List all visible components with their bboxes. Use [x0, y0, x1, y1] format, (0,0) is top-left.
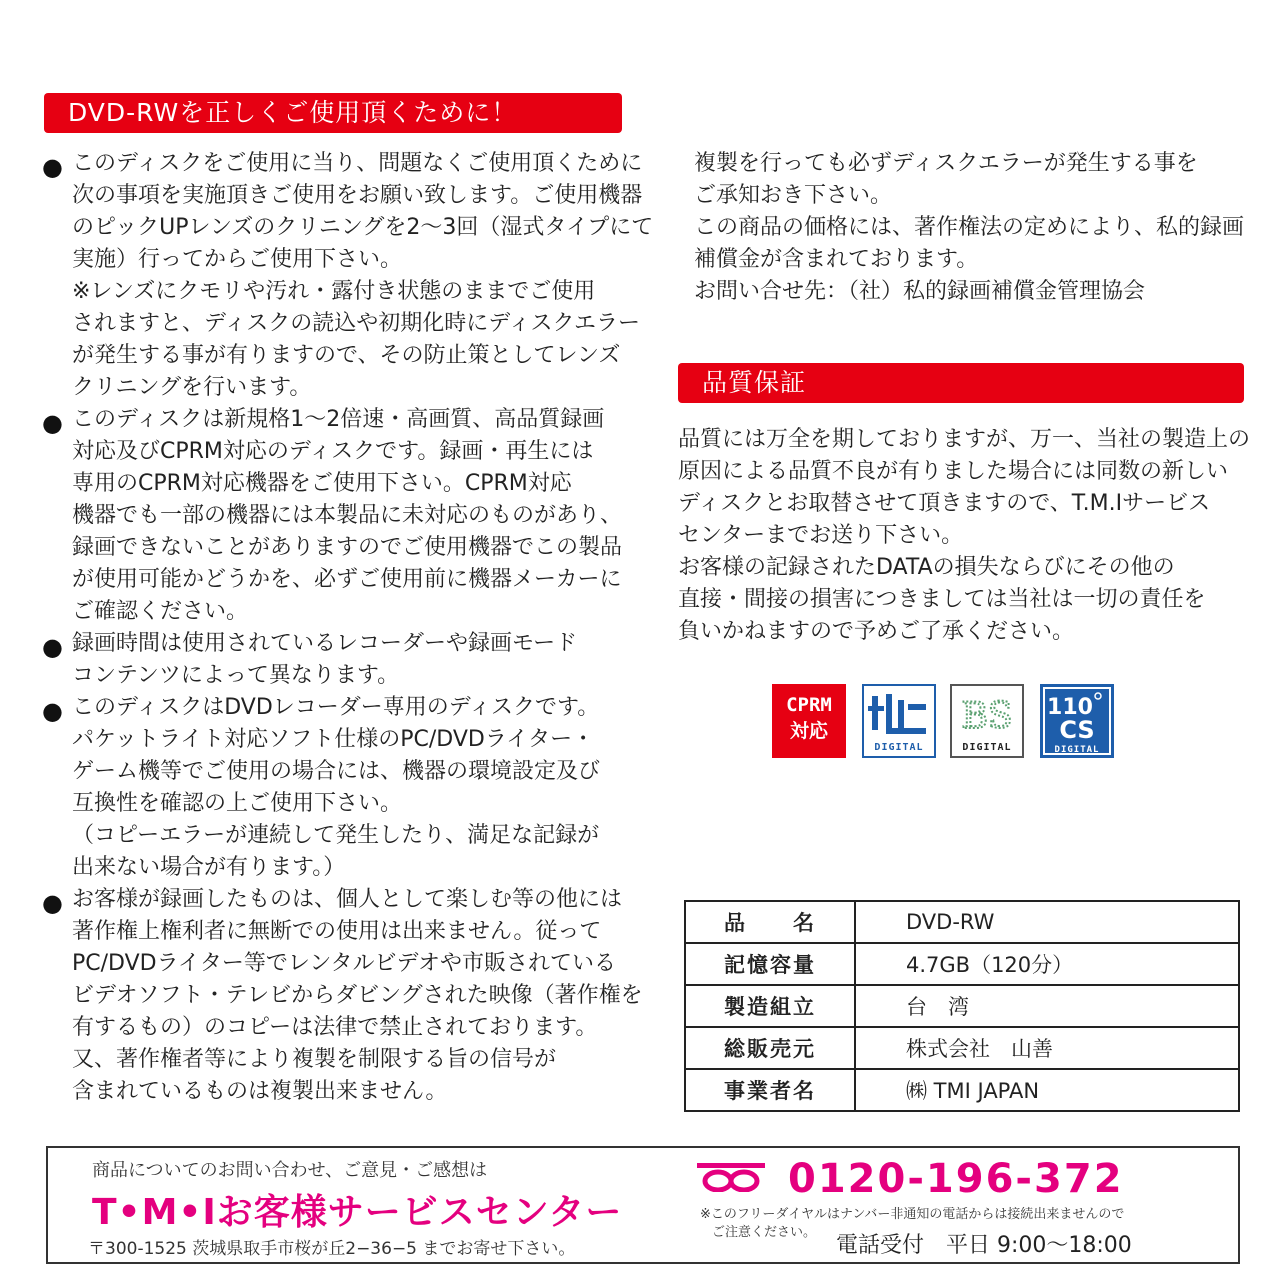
instruction-line: 機器でも一部の機器には本製品に未対応のものがあり、: [72, 503, 623, 528]
usage-instructions-title: DVD-RWを正しくご使用頂くために！: [68, 98, 518, 127]
instruction-line: ご確認ください。: [72, 599, 249, 624]
copyright-line: この商品の価格には、著作権法の定めにより、私的録画: [694, 215, 1245, 240]
spec-row: [685, 1027, 1239, 1069]
spec-row: [685, 1069, 1239, 1111]
spec-value: 台 湾: [855, 985, 1239, 1027]
quality-line: お客様の記録されたDATAの損失ならびにその他の: [678, 555, 1175, 580]
service-center-name: T•M•Iお客様サービスセンター: [92, 1192, 623, 1233]
spec-value: 4.7GB（120分）: [855, 943, 1239, 985]
instruction-line: 出来ない場合が有ります。）: [72, 855, 346, 880]
instruction-line: 含まれているものは複製出来ません。: [72, 1079, 448, 1104]
compatibility-logos: [772, 684, 1116, 760]
quality-line: センターまでお送り下さい。: [678, 523, 964, 548]
spec-row: [685, 985, 1239, 1027]
bullet-icon: ●: [42, 697, 63, 725]
spec-value: ㈱ TMI JAPAN: [855, 1069, 1239, 1111]
spec-row: [685, 943, 1239, 985]
cprm-logo: [772, 684, 846, 758]
instruction-line: ※レンズにクモリや汚れ・露付き状態のままでご使用: [72, 279, 596, 304]
bs-digital-icon: [952, 686, 1022, 756]
quality-line: 直接・間接の損害につきましては当社は一切の責任を: [678, 587, 1206, 612]
product-spec-table: [684, 900, 1240, 1112]
spec-row: [685, 901, 1239, 943]
instruction-line: （コピーエラーが連続して発生したり、満足な記録が: [72, 823, 600, 848]
instruction-line: お客様が録画したものは、個人として楽しむ等の他には: [72, 887, 623, 912]
svg-text:CS: CS: [1059, 716, 1095, 744]
free-dial-icon: [696, 1162, 766, 1192]
instruction-line: 又、著作権者等により複製を制限する旨の信号が: [72, 1047, 557, 1072]
cs-digital-icon: [1040, 684, 1114, 758]
spec-key: 製造組立: [685, 985, 855, 1027]
instruction-line: 録画時間は使用されているレコーダーや録画モード: [72, 631, 578, 656]
instruction-line: ビデオソフト・テレビからダビングされた映像（著作権を: [72, 983, 643, 1008]
customer-service-footer: [46, 1146, 1240, 1264]
copyright-line: 複製を行っても必ずディスクエラーが発生する事を: [694, 151, 1198, 176]
instruction-line: 著作権上権利者に無断での使用は出来ません。従って: [72, 919, 602, 944]
inquiry-text: 商品についてのお問い合わせ、ご意見・ご感想は: [92, 1160, 488, 1181]
instruction-line: 実施）行ってからご使用下さい。: [72, 247, 403, 272]
svg-text:110: 110: [1047, 695, 1093, 720]
copyright-notice-continued: [694, 148, 1254, 308]
spec-key: 事業者名: [685, 1069, 855, 1111]
instruction-line: が使用可能かどうかを、必ずご使用前に機器メーカーに: [72, 567, 622, 592]
phone-hours: 電話受付 平日 9:00～18:00: [836, 1233, 1132, 1258]
copyright-line: ご承知おき下さい。: [694, 183, 893, 208]
instruction-line: のピックUPレンズのクリニングを2～3回（湿式タイプにて: [72, 215, 654, 240]
quality-line: 品質には万全を期しておりますが、万一、当社の製造上の: [678, 427, 1251, 452]
service-address: 〒300-1525 茨城県取手市桜が丘2−36−5 までお寄せ下さい。: [88, 1239, 576, 1259]
instruction-line: ゲーム機等でご使用の場合には、機器の環境設定及び: [72, 759, 601, 784]
quality-line: 負いかねますので予めご了承ください。: [678, 619, 1075, 644]
quality-guarantee-banner: [678, 363, 1244, 403]
cs-digital-label: DIGITAL: [1054, 745, 1100, 755]
svg-text:BS: BS: [961, 696, 1013, 737]
instruction-line: パケットライト対応ソフト仕様のPC/DVDライター・: [72, 727, 595, 752]
bullet-icon: ●: [42, 633, 63, 661]
instruction-line: 対応及びCPRM対応のディスクです。録画・再生には: [72, 439, 594, 464]
instruction-line: PC/DVDライター等でレンタルビデオや市販されている: [72, 951, 617, 976]
bs-digital-logo: [950, 684, 1024, 758]
instruction-line: コンテンツによって異なります。: [72, 663, 400, 688]
instruction-line: 互換性を確認の上ご使用下さい。: [72, 791, 403, 816]
bullet-icon: ●: [42, 153, 63, 181]
spec-value: DVD-RW: [855, 901, 1239, 943]
instruction-line: 次の事項を実施頂きご使用をお願い致します。ご使用機器: [72, 183, 643, 208]
bullet-icon: ●: [42, 409, 63, 437]
quality-guarantee-title: 品質保証: [702, 368, 807, 397]
terrestrial-digital-label: DIGITAL: [874, 742, 924, 753]
instruction-line: が発生する事が有りますので、その防止策としてレンズ: [72, 343, 621, 368]
instruction-item: [42, 628, 636, 692]
free-dial-note-line2: ご注意ください。: [712, 1225, 817, 1240]
instruction-item: [42, 404, 636, 628]
quality-line: ディスクとお取替させて頂きますので、T.M.Iサービス: [678, 491, 1211, 516]
terrestrial-digital-icon: [864, 686, 934, 756]
spec-value: 株式会社 山善: [855, 1027, 1239, 1069]
cs-digital-logo: [1040, 684, 1114, 758]
spec-key: 品 名: [685, 901, 855, 943]
instruction-line: クリニングを行います。: [72, 375, 312, 400]
quality-guarantee-text: [678, 424, 1251, 648]
bullet-icon: ●: [42, 889, 63, 917]
spec-key: 記憶容量: [685, 943, 855, 985]
terrestrial-digital-logo: [862, 684, 936, 758]
instruction-line: 専用のCPRM対応機器をご使用下さい。CPRM対応: [72, 471, 572, 496]
instruction-line: されますと、ディスクの読込や初期化時にディスクエラー: [72, 311, 641, 336]
instruction-item: [42, 884, 643, 1108]
instruction-line: このディスクをご使用に当り、問題なくご使用頂くために: [72, 151, 643, 176]
spec-key: 総販売元: [685, 1027, 855, 1069]
free-dial-note-line1: ※このフリーダイヤルはナンバー非通知の電話からは接続出来ませんので: [700, 1207, 1125, 1222]
free-dial-number[interactable]: 0120-196-372: [788, 1156, 1124, 1202]
bs-digital-label: DIGITAL: [962, 742, 1012, 753]
instruction-line: このディスクはDVDレコーダー専用のディスクです。: [72, 695, 600, 720]
usage-instructions-list: [42, 148, 654, 1108]
instruction-item: [42, 692, 636, 884]
copyright-line: 補償金が含まれております。: [694, 247, 979, 272]
cprm-logo-text: CPRM: [786, 694, 832, 716]
usage-instructions-banner: [44, 93, 622, 133]
instruction-line: 有するもの）のコピーは法律で禁止されております。: [72, 1015, 598, 1040]
cprm-logo-subtext: 対応: [789, 720, 828, 742]
copyright-line: お問い合せ先：（社）私的録画補償金管理協会: [694, 279, 1146, 304]
instruction-item: [42, 148, 654, 404]
instruction-line: このディスクは新規格1～2倍速・高画質、高品質録画: [72, 407, 605, 432]
instruction-line: 録画できないことがありますのでご使用機器でこの製品: [72, 535, 623, 560]
quality-line: 原因による品質不良が有りました場合には同数の新しい: [678, 459, 1229, 484]
